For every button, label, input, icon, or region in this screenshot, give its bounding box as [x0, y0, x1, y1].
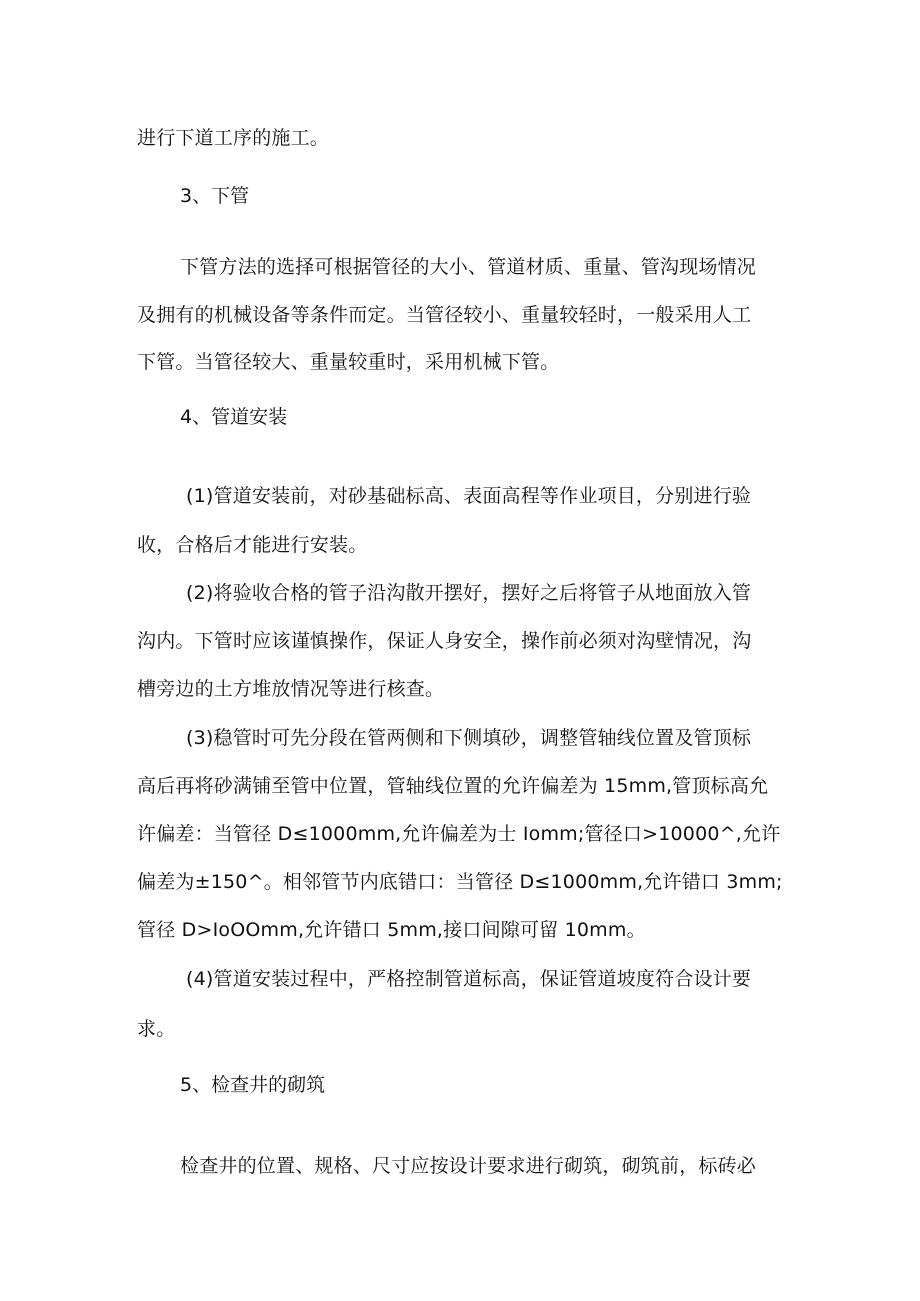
paragraph-line: 下管。当管径较大、重量较重时，采用机械下管。	[137, 351, 560, 373]
paragraph-line: 下管方法的选择可根据管径的大小、管道材质、重量、管沟现场情况	[180, 256, 757, 278]
paragraph-line: 进行下道工序的施工。	[137, 127, 330, 149]
paragraph-line: (1)管道安装前，对砂基础标高、表面高程等作业项目，分别进行验	[186, 485, 752, 507]
paragraph-line: 偏差为±150^。相邻管节内底错口：当管径 D≤1000mm,允许错口 3mm;	[137, 871, 783, 893]
section-heading-3: 3、下管	[180, 185, 250, 207]
paragraph-line: 求。	[137, 1018, 176, 1040]
paragraph-line: 管径 D>IoOOmm,允许错口 5mm,接口间隙可留 10mm。	[137, 919, 646, 941]
paragraph-line: 槽旁边的土方堆放情况等进行核查。	[137, 678, 445, 700]
paragraph-line: 沟内。下管时应该谨慎操作，保证人身安全，操作前必须对沟壁情况，沟	[137, 630, 752, 652]
paragraph-line: 许偏差：当管径 D≤1000mm,允许偏差为士 Iomm;管径口>10000^,允许	[137, 823, 781, 845]
section-heading-5: 5、检查井的砌筑	[180, 1074, 326, 1096]
paragraph-line: (3)稳管时可先分段在管两侧和下侧填砂，调整管轴线位置及管顶标	[186, 727, 752, 749]
paragraph-line: (2)将验收合格的管子沿沟散开摆好，摆好之后将管子从地面放入管	[186, 582, 752, 604]
paragraph-line: (4)管道安装过程中，严格控制管道标高，保证管道坡度符合设计要	[186, 968, 752, 990]
paragraph-line: 收，合格后才能进行安装。	[137, 534, 368, 556]
paragraph-line: 高后再将砂满铺至管中位置，管轴线位置的允许偏差为 15mm,管顶标高允	[137, 775, 769, 797]
section-heading-4: 4、管道安装	[180, 406, 288, 428]
paragraph-line: 及拥有的机械设备等条件而定。当管径较小、重量较轻时，一般采用人工	[137, 304, 752, 326]
paragraph-line: 检查井的位置、规格、尺寸应按设计要求进行砌筑，砌筑前，标砖必	[180, 1155, 757, 1177]
